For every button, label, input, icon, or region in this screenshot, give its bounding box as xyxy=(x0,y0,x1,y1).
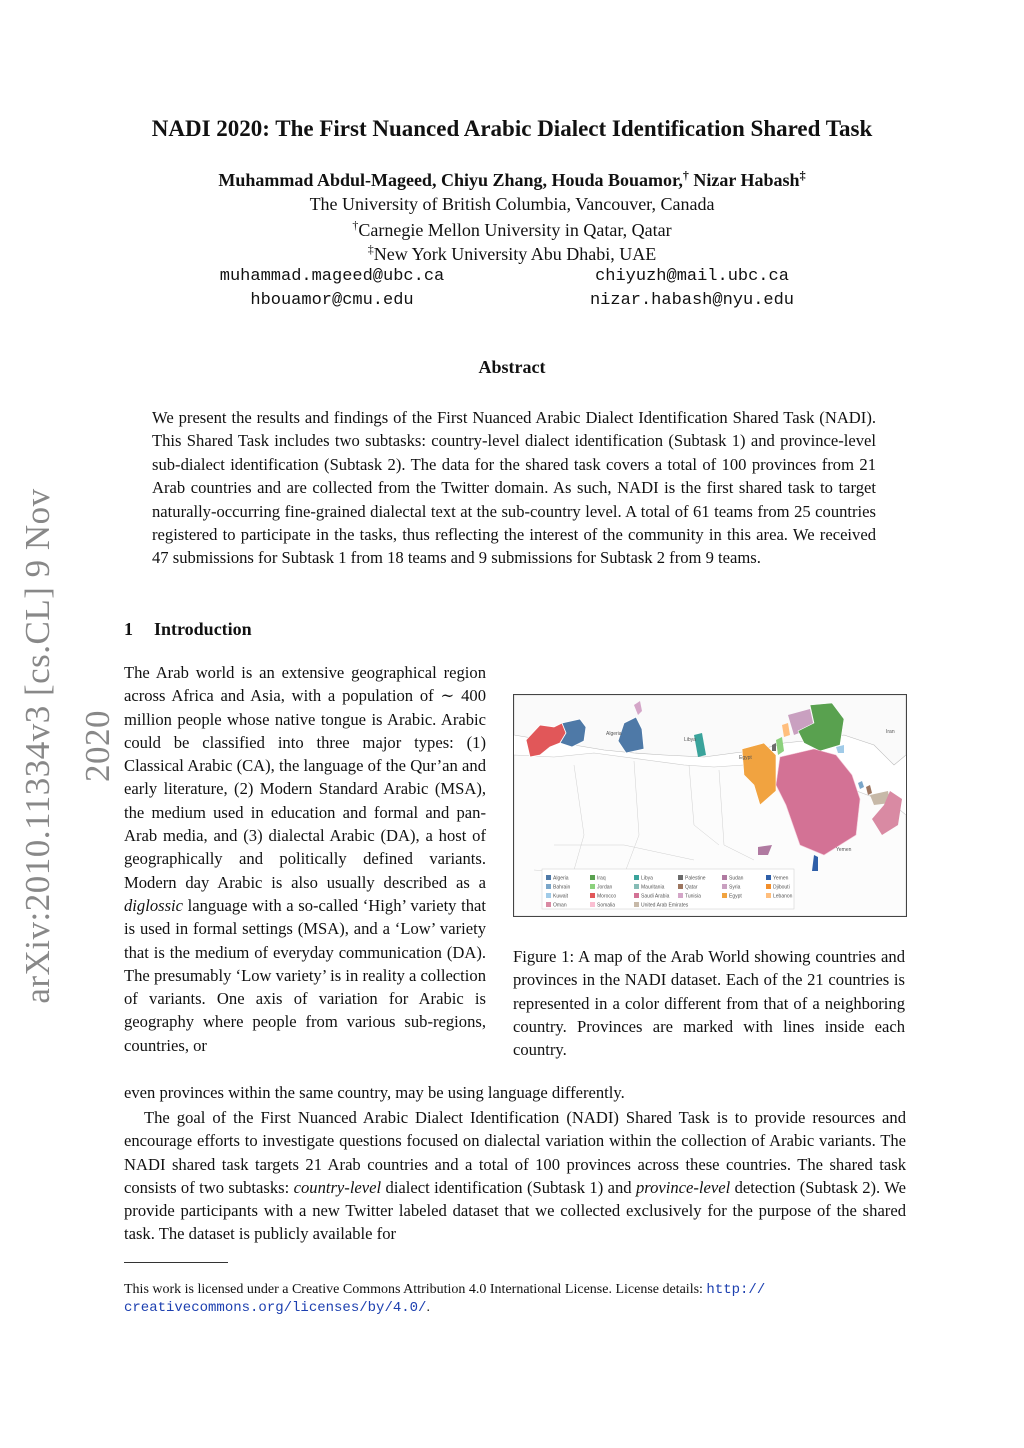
abstract-text: We present the results and findings of the First Nuanced Arabic Dialect Identification Shared Task (NADI). This Shared Task includes two subtasks: country-level dialect identification (Subtask 1) and province-level sub-dialect identification (Subtask 2). The data for the shared task covers a total of 100 provinces from 21 Arab countries and are collected from the Twitter domain. As such, NADI is the first shared task to target naturally-occurring fine-grained dialectal text at the sub-country level. A total of 61 teams from 25 countries registered to participate in the tasks, thus reflecting the interest of the community in this area. We received 47 submissions for Subtask 1 from 18 teams and 9 submissions for Subtask 2 from 9 teams. xyxy=(152,408,876,568)
license-link-part1[interactable]: http:// xyxy=(706,1282,766,1298)
region-kuwait xyxy=(836,745,844,753)
intro-p2-emphasis-2: province-level xyxy=(635,1177,731,1197)
affiliation-cmu xyxy=(60,218,964,241)
legend-swatch xyxy=(722,884,727,889)
footnote-end: . xyxy=(426,1300,430,1315)
legend-label: Iraq xyxy=(597,875,606,882)
legend-label: Palestine xyxy=(685,875,706,882)
affiliation-ubc: The University of British Columbia, Vancouver, Canada xyxy=(309,194,715,214)
legend-label: Bahrain xyxy=(553,884,571,891)
footnote xyxy=(124,1281,906,1317)
abstract-heading: Abstract xyxy=(478,357,546,377)
author-mark-dagger: † xyxy=(682,168,689,182)
legend-swatch xyxy=(546,875,551,880)
section-heading xyxy=(124,619,252,640)
legend-label: Kuwait xyxy=(553,893,569,900)
intro-paragraph-1-end: even provinces within the same country, may be using language differently. xyxy=(124,1083,625,1102)
legend-label: Oman xyxy=(553,902,567,909)
legend-label: Yemen xyxy=(773,875,789,882)
legend-swatch xyxy=(590,884,595,889)
legend-swatch xyxy=(590,893,595,898)
author-habash: Nizar Habash xyxy=(693,170,800,190)
email-mageed[interactable]: muhammad.mageed@ubc.ca xyxy=(219,267,445,286)
footnote-rule xyxy=(124,1262,228,1263)
map-label-egypt: Egypt xyxy=(739,755,752,761)
legend-swatch xyxy=(546,902,551,907)
intro-p1-emphasis: diglossic xyxy=(124,895,184,915)
section-number: 1 xyxy=(124,619,133,639)
legend-swatch xyxy=(678,893,683,898)
legend-label: Mauritania xyxy=(641,884,665,891)
legend-label: Algeria xyxy=(553,875,569,882)
legend-swatch xyxy=(766,893,771,898)
legend-swatch xyxy=(722,875,727,880)
region-bahrain xyxy=(858,781,864,789)
intro-p2-text-a: The goal of the First Nuanced Arabic Dialect Identification (NADI) Shared Task is to provide resources and encourage efforts to investigate questions focused on dialectal variation within the collection of Arabic variants. The NADI shared task targets 21 Arab countries and a total of 100 provinces across these countries. The shared task consists of two subtasks: xyxy=(124,1108,906,1197)
legend-label: Somalia xyxy=(597,902,616,909)
map-label-yemen: Yemen xyxy=(836,847,852,853)
region-qatar xyxy=(866,785,872,795)
legend-label: Qatar xyxy=(685,884,698,891)
legend-label: Syria xyxy=(729,884,741,891)
arxiv-id: arXiv:2010.11334v3 [cs.CL] 9 Nov 2020 xyxy=(18,488,117,1004)
legend-label: Morocco xyxy=(597,893,617,900)
author-list xyxy=(60,168,964,191)
section-title: Introduction xyxy=(154,619,252,639)
authors-main: Muhammad Abdul-Mageed, Chiyu Zhang, Houda Bouamor, xyxy=(218,170,683,190)
email-zhang[interactable]: chiyuzh@mail.ubc.ca xyxy=(595,267,789,286)
intro-paragraph-2 xyxy=(124,1106,906,1246)
intro-p2-emphasis-1: country-level xyxy=(293,1177,382,1197)
email-row-2 xyxy=(60,291,964,310)
intro-p2-text-c: detection (Subtask 2). We provide participants with a new Twitter labeled dataset that we collected exclusively for the purpose of the shared task. The dataset is publicly available for xyxy=(124,1177,906,1244)
arab-world-map xyxy=(514,695,906,916)
legend-label: United Arab Emirates xyxy=(641,902,689,909)
legend-swatch xyxy=(590,902,595,907)
legend-label: Libya xyxy=(641,875,653,882)
legend-swatch xyxy=(590,875,595,880)
email-row-1 xyxy=(60,267,964,286)
affil-mark-dagger: † xyxy=(352,218,359,232)
legend-swatch xyxy=(634,902,639,907)
intro-p1-text-a: The Arab world is an extensive geographical region across Africa and Asia, with a population of ∼ 400 million people whose native tongue is Arabic. Arabic could be classified into three major types: (1) Classical Arabic (CA), the language of the Qur’an and early literature, (2) Modern Standard Arabic (MSA), the medium used in education and formal and pan-Arab media, and (3) dialectal Arabic (DA), a host of geographically and politically defined variants. Modern day Arabic is also usually described as a xyxy=(124,663,486,892)
legend-label: Saudi Arabia xyxy=(641,893,670,900)
legend-swatch xyxy=(546,893,551,898)
map-label-iran: Iran xyxy=(886,729,895,735)
legend-label: Tunisia xyxy=(685,893,701,900)
license-link-part2[interactable]: creativecommons.org/licenses/by/4.0/ xyxy=(124,1300,427,1316)
legend-swatch xyxy=(634,893,639,898)
footnote-text: This work is licensed under a Creative Commons Attribution 4.0 International License. License details: xyxy=(124,1282,703,1297)
email-habash[interactable]: nizar.habash@nyu.edu xyxy=(589,291,795,310)
figure-caption: Figure 1: A map of the Arab World showing countries and provinces in the NADI dataset. Each of the 21 countries is represented in a color different from that of a neighboring country. Provinces are marked with lines inside each country. xyxy=(513,947,905,1060)
legend-label: Lebanon xyxy=(773,893,793,900)
affil-nyuad-text: New York University Abu Dhabi, UAE xyxy=(373,244,657,264)
affil-cmu-text: Carnegie Mellon University in Qatar, Qatar xyxy=(358,220,672,240)
affil-mark-ddagger: ‡ xyxy=(367,242,374,256)
map-label-algeria: Algeria xyxy=(606,731,622,737)
intro-paragraph-1 xyxy=(124,661,486,1057)
legend-swatch xyxy=(766,875,771,880)
author-mark-ddagger: ‡ xyxy=(799,168,806,182)
paper-title: NADI 2020: The First Nuanced Arabic Dialect Identification Shared Task xyxy=(151,116,873,141)
intro-p2-text-b: dialect identification (Subtask 1) and xyxy=(385,1177,632,1197)
intro-p1-text-b: language with a so-called ‘High’ variety that is used in formal settings (MSA), and a ‘Low’ variety that is the medium of everyday communication (DA). The presumably ‘Low variety’ is in reality a collection of variants. One axis of variation for Arabic is geography where people from various sub-regions, countries, or xyxy=(124,895,486,1055)
figure-map xyxy=(513,694,907,917)
affiliation-nyuad xyxy=(60,242,964,265)
legend-label: Egypt xyxy=(729,893,742,900)
legend-label: Jordan xyxy=(597,884,613,891)
arxiv-sidebar xyxy=(8,452,117,1040)
legend-swatch xyxy=(722,893,727,898)
legend-swatch xyxy=(678,875,683,880)
legend-label: Djibouti xyxy=(773,884,790,891)
legend-swatch xyxy=(678,884,683,889)
legend-swatch xyxy=(634,884,639,889)
legend-label: Sudan xyxy=(729,875,744,882)
legend-swatch xyxy=(634,875,639,880)
legend-swatch xyxy=(766,884,771,889)
map-label-libya: Libya xyxy=(684,737,696,743)
legend-swatch xyxy=(546,884,551,889)
email-bouamor[interactable]: hbouamor@cmu.edu xyxy=(250,291,414,310)
